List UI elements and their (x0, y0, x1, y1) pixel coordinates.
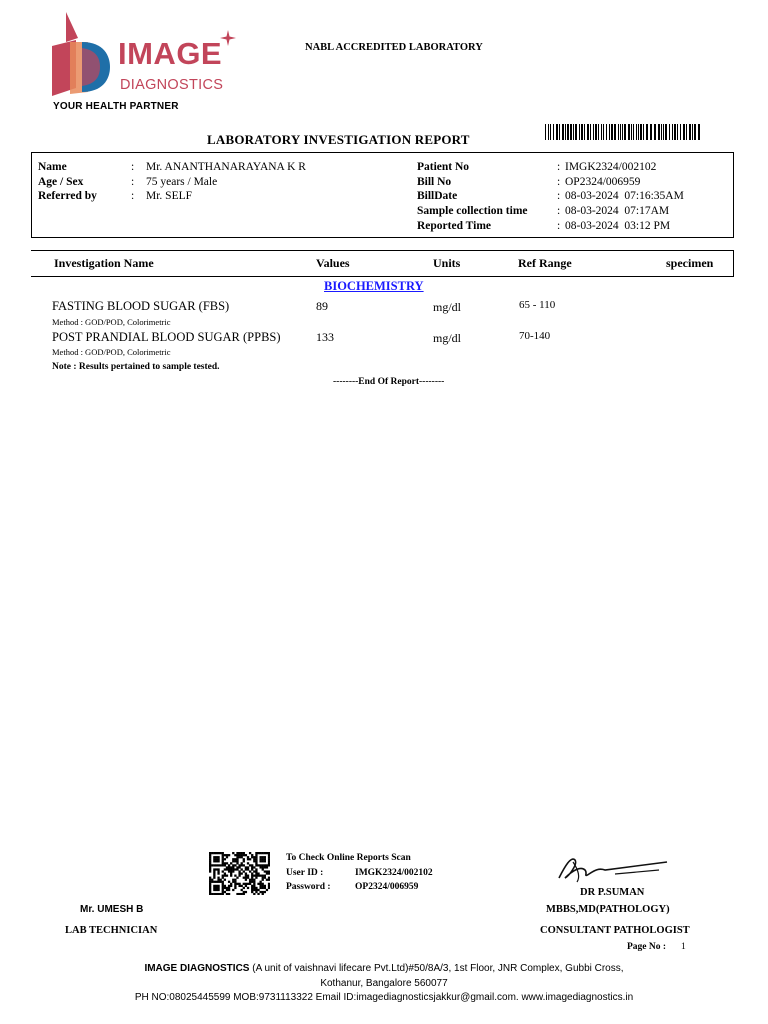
user-id-value: IMGK2324/002102 (355, 868, 433, 878)
test-value: 89 (316, 299, 328, 313)
company-address-line-1 (0, 962, 768, 977)
logo-image-text: IMAGE (118, 36, 223, 71)
company-logo-icon (52, 12, 110, 96)
company-name: IMAGE DIAGNOSTICS (144, 963, 250, 974)
qr-code (209, 852, 270, 895)
bill-no-value: OP2324/006959 (565, 176, 641, 188)
password-value: OP2324/006959 (355, 882, 419, 892)
report-title: LABORATORY INVESTIGATION REPORT (207, 132, 470, 147)
test-unit: mg/dl (433, 331, 462, 345)
column-header-values: Values (316, 256, 350, 270)
reported-time-label: Reported Time (417, 220, 491, 232)
technician-title: LAB TECHNICIAN (65, 925, 158, 936)
password-label: Password : (286, 882, 331, 892)
colon: : (557, 190, 561, 202)
colon: : (557, 205, 561, 217)
results-note: Note : Results pertained to sample tested. (52, 362, 220, 372)
bill-date-label: BillDate (417, 190, 458, 202)
test-name: POST PRANDIAL BLOOD SUGAR (PPBS) (52, 330, 281, 344)
reported-time-value: 08-03-2024 03:12 PM (565, 220, 671, 232)
company-address-line-2: Kothanur, Bangalore 560077 (320, 977, 448, 989)
doctor-title: CONSULTANT PATHOLOGIST (540, 925, 690, 936)
page-number: 1 (681, 942, 686, 952)
nabl-accreditation: NABL ACCREDITED LABORATORY (305, 42, 483, 53)
doctor-qualification: MBBS,MD(PATHOLOGY) (546, 904, 670, 915)
user-id-label: User ID : (286, 868, 324, 878)
test-ref-range: 65 - 110 (519, 299, 556, 311)
patient-name: Mr. ANANTHANARAYANA K R (146, 161, 306, 173)
colon: : (131, 161, 135, 173)
test-unit: mg/dl (433, 300, 462, 314)
column-header-specimen: specimen (666, 256, 714, 270)
signature (555, 852, 670, 884)
company-contact-line: PH NO:08025445599 MOB:9731113322 Email ID:imagediagnosticsjakkur@gmail.com. www.imagediagnostics.in (134, 992, 634, 1003)
test-method: Method : GOD/POD, Colorimetric (52, 347, 171, 357)
sample-collection-value: 08-03-2024 07:17AM (565, 205, 670, 217)
doctor-name: DR P.SUMAN (580, 887, 645, 898)
technician-name: Mr. UMESH B (80, 904, 144, 915)
test-name: FASTING BLOOD SUGAR (FBS) (52, 299, 230, 313)
company-footer (0, 962, 768, 1006)
company-address: (A unit of vaishnavi lifecare Pvt.Ltd)#50/8A/3, 1st Floor, JNR Complex, Gubbi Cross, (249, 963, 624, 974)
section-title: BIOCHEMISTRY (324, 279, 424, 293)
end-of-report: --------End Of Report-------- (333, 377, 445, 387)
colon: : (557, 161, 561, 173)
age-sex-label: Age / Sex (38, 176, 84, 188)
sparkle-icon (220, 30, 236, 46)
column-header-ref-range: Ref Range (518, 256, 572, 270)
test-ref-range: 70-140 (519, 330, 551, 342)
colon: : (131, 176, 135, 188)
colon: : (557, 220, 561, 232)
referred-by-label: Referred by (38, 190, 97, 202)
colon: : (131, 190, 135, 202)
page-number-label: Page No : (627, 942, 667, 952)
patient-no-value: IMGK2324/002102 (565, 161, 657, 173)
patient-no-label: Patient No (417, 161, 470, 173)
colon: : (557, 176, 561, 188)
age-sex-value: 75 years / Male (146, 176, 218, 188)
sample-collection-label: Sample collection time (417, 205, 528, 217)
column-header-investigation: Investigation Name (54, 256, 154, 270)
bill-no-label: Bill No (417, 176, 452, 188)
bill-date-value: 08-03-2024 07:16:35AM (565, 190, 684, 202)
barcode (545, 124, 701, 140)
tagline: YOUR HEALTH PARTNER (53, 101, 179, 112)
column-header-units: Units (433, 256, 461, 270)
scan-instruction: To Check Online Reports Scan (286, 853, 411, 863)
name-label: Name (38, 161, 67, 173)
logo-diagnostics-text: DIAGNOSTICS (120, 77, 224, 93)
test-value: 133 (316, 330, 334, 344)
test-method: Method : GOD/POD, Colorimetric (52, 317, 171, 327)
referred-by-value: Mr. SELF (146, 190, 193, 202)
